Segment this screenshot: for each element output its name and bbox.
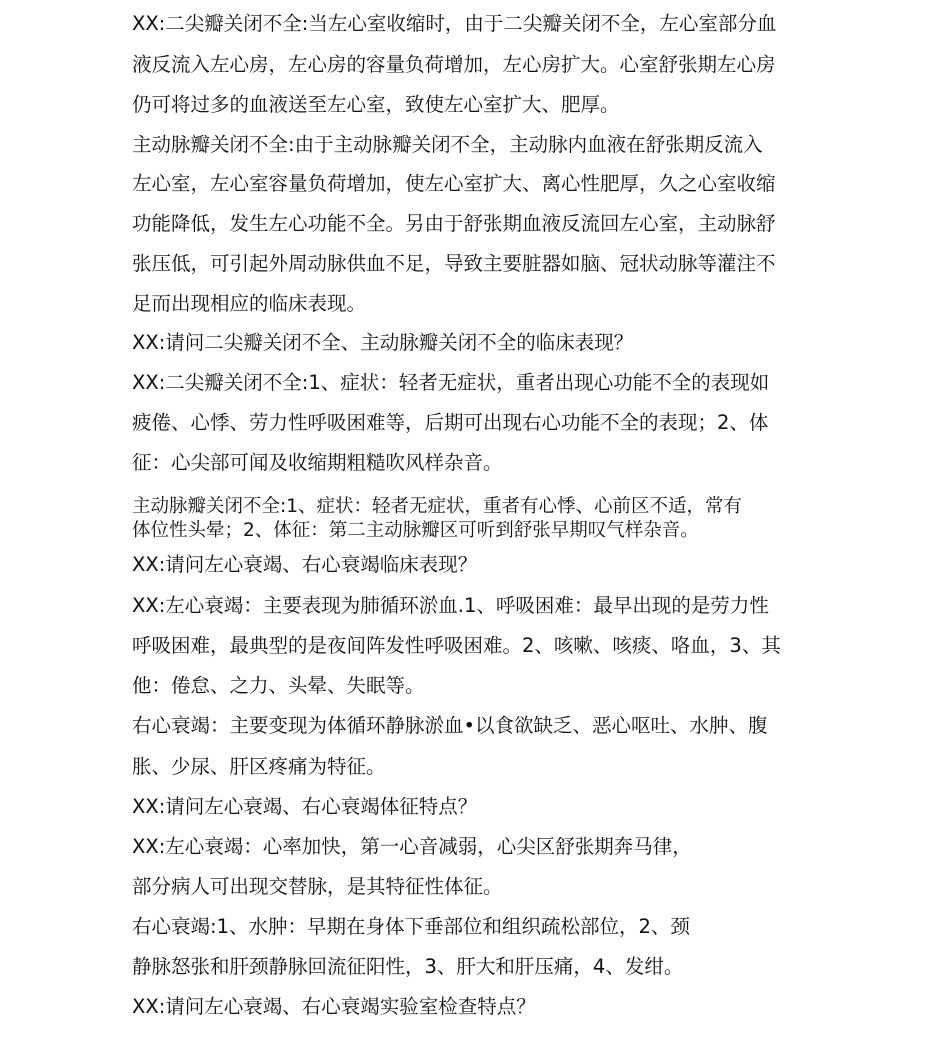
text-line: 部分病人可出现交替脉，是其特征性体征。 [132,875,503,898]
text-line: 左心室，左心室容量负荷增加，使左心室扩大、离心性肥厚，久之心室收缩 [132,172,776,195]
text-line: 体位性头晕；2、体征：第二主动脉瓣区可听到舒张早期叹气样杂音。 [132,520,699,541]
text-line: 张压低，可引起外周动脉供血不足，导致主要脏器如脑、冠状动脉等灌注不 [132,252,776,275]
text-line: 主动脉瓣关闭不全:1、症状：轻者无症状，重者有心悸、心前区不适，常有 [132,496,743,517]
text-line: 仍可将过多的血液送至左心室，致使左心室扩大、肥厚。 [132,93,620,116]
text-line: XX:左心衰竭：主要表现为肺循环淤血.1、呼吸困难：最早出现的是劳力性 [132,594,769,617]
text-line: 胀、少尿、肝区疼痛为特征。 [132,755,386,778]
text-line: 右心衰竭：主要变现为体循环静脉淤血•以食欲缺乏、恶心呕吐、水肿、腹 [132,714,768,737]
text-line: 主动脉瓣关闭不全:由于主动脉瓣关闭不全，主动脉内血液在舒张期反流入 [132,133,763,156]
text-line: 呼吸困难，最典型的是夜间阵发性呼吸困难。2、咳嗽、咳痰、咯血，3、其 [132,634,781,657]
text-line: 征：心尖部可闻及收缩期粗糙吹风样杂音。 [132,451,503,474]
text-line: 静脉怒张和肝颈静脉回流征阳性，3、肝大和肝压痛，4、发绀。 [132,955,684,978]
text-line: 足而出现相应的临床表现。 [132,292,367,315]
text-line: XX:请问左心衰竭、右心衰竭临床表现？ [132,553,478,576]
text-line: XX:请问左心衰竭、右心衰竭体征特点？ [132,795,478,818]
text-line: 右心衰竭:1、水肿：早期在身体下垂部位和组织疏松部位，2、颈 [132,915,690,938]
text-line: XX:请问二尖瓣关闭不全、主动脉瓣关闭不全的临床表现？ [132,331,634,354]
text-line: XX:二尖瓣关闭不全:当左心室收缩时，由于二尖瓣关闭不全，左心室部分血 [132,12,777,35]
text-line: 液反流入左心房，左心房的容量负荷增加，左心房扩大。心室舒张期左心房 [132,53,776,76]
text-line: 功能降低，发生左心功能不全。另由于舒张期血液反流回左心室，主动脉舒 [132,212,776,235]
text-line: 疲倦、心悸、劳力性呼吸困难等，后期可出现右心功能不全的表现；2、体 [132,411,769,434]
text-line: XX:请问左心衰竭、右心衰竭实验室检查特点？ [132,995,536,1018]
text-line: 他：倦怠、之力、头晕、失眠等。 [132,674,425,697]
text-line: XX:二尖瓣关闭不全:1、症状：轻者无症状，重者出现心功能不全的表现如 [132,371,770,394]
text-line: XX:左心衰竭：心率加快，第一心音减弱，心尖区舒张期奔马律， [132,835,692,858]
